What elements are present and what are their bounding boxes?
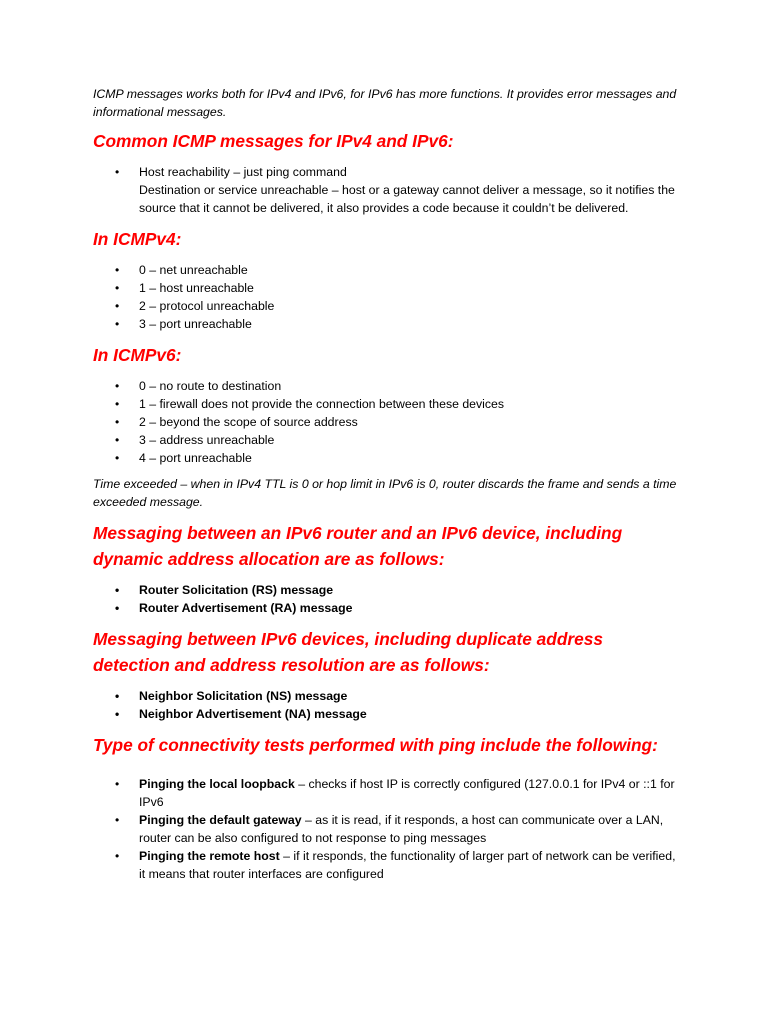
list-item [93, 377, 678, 395]
item-term: Pinging the local loopback [139, 777, 295, 791]
heading-icmpv4: In ICMPv4: [93, 229, 182, 249]
item-text: – as it is read, if it responds, a host can communicate over a LAN, router can be also configured to not response to ping messages [139, 813, 664, 845]
item-text: 0 – no route to destination [139, 379, 282, 393]
list-item [93, 163, 678, 217]
bullet-icon: • [115, 777, 120, 791]
item-text: Router Advertisement (RA) message [139, 601, 353, 615]
list-item [93, 811, 678, 847]
heading-icmpv6: In ICMPv6: [93, 345, 182, 365]
heading-ping-tests: Type of connectivity tests performed with ping include the following: [93, 735, 658, 755]
item-text: Router Solicitation (RS) message [139, 583, 334, 597]
bullet-icon: • [115, 263, 120, 277]
list-item [93, 279, 678, 297]
item-text: 1 – firewall does not provide the connection between these devices [139, 397, 505, 411]
bullet-icon: • [115, 299, 120, 313]
item-text: Destination or service unreachable – host or a gateway cannot deliver a message, so it notifies the source that it cannot be delivered, it also provides a code because it couldn’t be delivered. [139, 183, 675, 215]
item-term: Pinging the remote host [139, 849, 280, 863]
item-text: – checks if host IP is correctly configured (127.0.0.1 for IPv4 or ::1 for IPv6 [139, 777, 675, 809]
item-text: 4 – port unreachable [139, 451, 252, 465]
list-item [93, 687, 678, 705]
heading-common-icmp: Common ICMP messages for IPv4 and IPv6: [93, 131, 454, 151]
item-text: 3 – port unreachable [139, 317, 252, 331]
bullet-icon: • [115, 379, 120, 393]
list-item [93, 705, 678, 723]
item-text: Neighbor Solicitation (NS) message [139, 689, 348, 703]
list-item [93, 395, 678, 413]
item-text: 1 – host unreachable [139, 281, 254, 295]
bullet-icon: • [115, 689, 120, 703]
item-text: 2 – protocol unreachable [139, 299, 275, 313]
list-item [93, 775, 678, 811]
bullet-icon: • [115, 451, 120, 465]
heading-device-messaging: Messaging between IPv6 devices, including duplicate address detection and address resolution are as follows: [93, 629, 603, 675]
bullet-icon: • [115, 849, 120, 863]
ping-tests-list [93, 775, 678, 883]
list-item [93, 449, 678, 467]
bullet-icon: • [115, 415, 120, 429]
list-item [93, 315, 678, 333]
intro-paragraph: ICMP messages works both for IPv4 and IPv6, for IPv6 has more functions. It provides error messages and informational messages. [93, 87, 677, 119]
bullet-icon: • [115, 165, 120, 179]
item-text: Host reachability – just ping command [139, 165, 347, 179]
icmpv6-list [93, 377, 678, 467]
bullet-icon: • [115, 281, 120, 295]
bullet-icon: • [115, 397, 120, 411]
item-text: – if it responds, the functionality of larger part of network can be verified, it means that router interfaces are configured [139, 849, 676, 881]
item-text: 2 – beyond the scope of source address [139, 415, 358, 429]
document-content [93, 86, 678, 883]
icmpv4-list [93, 261, 678, 333]
item-term: Pinging the default gateway [139, 813, 302, 827]
common-icmp-list [93, 163, 678, 217]
time-exceeded-paragraph: Time exceeded – when in IPv4 TTL is 0 or hop limit in IPv6 is 0, router discards the frame and sends a time exceeded message. [93, 477, 677, 509]
item-text: Neighbor Advertisement (NA) message [139, 707, 367, 721]
bullet-icon: • [115, 813, 120, 827]
heading-router-device-messaging: Messaging between an IPv6 router and an IPv6 device, including dynamic address allocation are as follows: [93, 523, 623, 569]
bullet-icon: • [115, 317, 120, 331]
bullet-icon: • [115, 601, 120, 615]
bullet-icon: • [115, 433, 120, 447]
list-item [93, 599, 678, 617]
list-item [93, 431, 678, 449]
item-text: 0 – net unreachable [139, 263, 248, 277]
list-item [93, 581, 678, 599]
bullet-icon: • [115, 707, 120, 721]
list-item [93, 297, 678, 315]
router-device-list [93, 581, 678, 617]
list-item [93, 847, 678, 883]
list-item [93, 413, 678, 431]
devices-list [93, 687, 678, 723]
bullet-icon: • [115, 583, 120, 597]
list-item [93, 261, 678, 279]
item-text: 3 – address unreachable [139, 433, 275, 447]
